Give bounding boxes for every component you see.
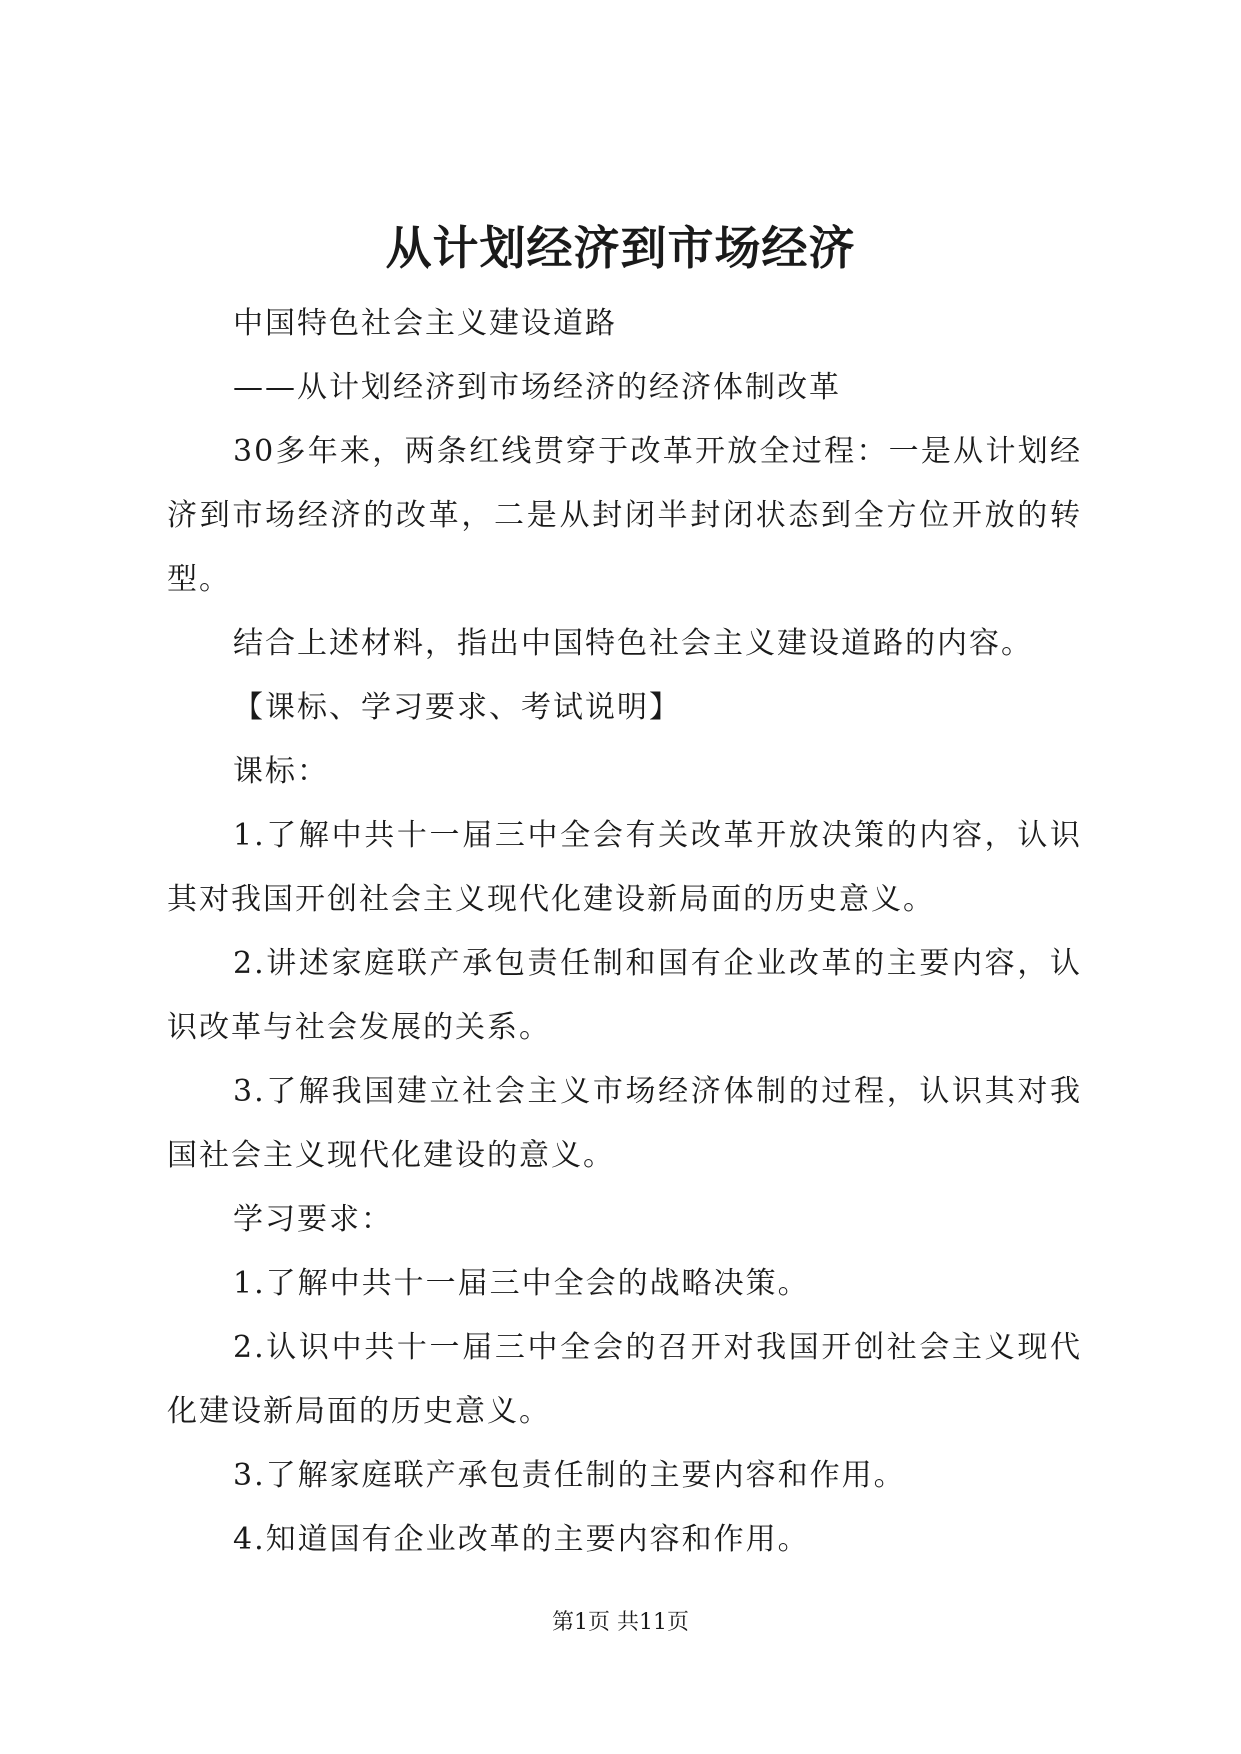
subheading: 课标：	[233, 754, 329, 789]
list-item: 4.知道国有企业改革的主要内容和作用。	[233, 1522, 810, 1557]
paragraph: 30多年来，两条红线贯穿于改革开放全过程：一是从计划经济到市场经济的改革，二是从封闭半封闭状态到全方位开放的转型。	[167, 434, 1082, 597]
list-item: 2.认识中共十一届三中全会的召开对我国开创社会主义现代化建设新局面的历史意义。	[167, 1330, 1082, 1429]
list-item: 3.了解我国建立社会主义市场经济体制的过程，认识其对我国社会主义现代化建设的意义。	[167, 1074, 1082, 1173]
paragraph: 结合上述材料，指出中国特色社会主义建设道路的内容。	[233, 626, 1033, 661]
subheading: 学习要求：	[233, 1202, 393, 1237]
page-footer: 第1页 共11页	[552, 1610, 689, 1635]
paragraph: 中国特色社会主义建设道路	[233, 306, 617, 341]
section-heading: 【课标、学习要求、考试说明】	[233, 690, 681, 725]
list-item: 2.讲述家庭联产承包责任制和国有企业改革的主要内容，认识改革与社会发展的关系。	[167, 946, 1082, 1045]
paragraph: ——从计划经济到市场经济的经济体制改革	[233, 370, 841, 405]
document-title: 从计划经济到市场经济	[385, 221, 856, 275]
list-item: 1.了解中共十一届三中全会的战略决策。	[233, 1266, 810, 1301]
list-item: 3.了解家庭联产承包责任制的主要内容和作用。	[233, 1458, 906, 1493]
document-body	[167, 292, 1082, 1572]
list-item: 1.了解中共十一届三中全会有关改革开放决策的内容，认识其对我国开创社会主义现代化建设新局面的历史意义。	[167, 818, 1082, 917]
